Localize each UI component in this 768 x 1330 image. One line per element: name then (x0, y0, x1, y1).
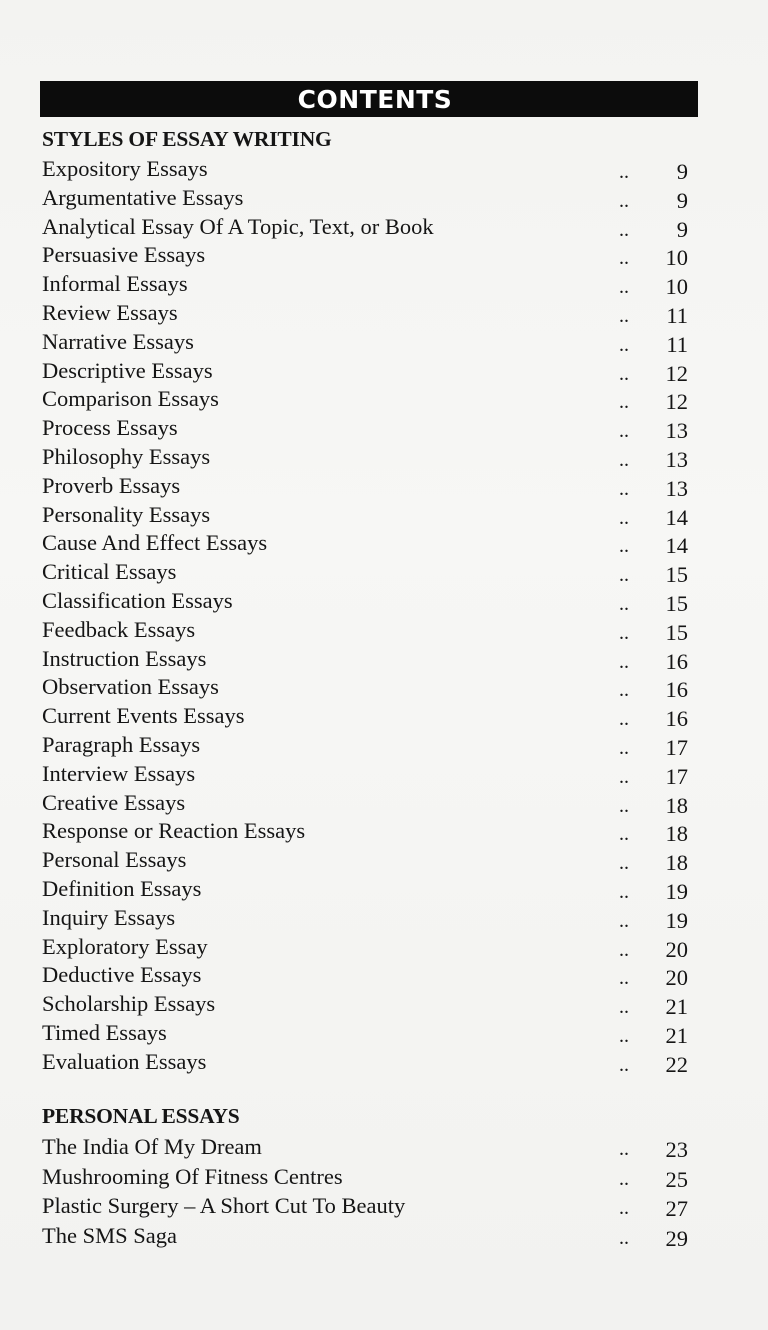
toc-entry[interactable] (42, 241, 692, 270)
toc-entry[interactable] (42, 357, 692, 386)
entry-title: Scholarship Essays (42, 991, 216, 1017)
entry-page-number: 15 (665, 619, 688, 645)
entry-title: Process Essays (42, 415, 178, 441)
entry-leader-dots: .. (619, 362, 629, 385)
entry-page-number: 10 (665, 274, 688, 300)
toc-entry[interactable] (42, 760, 692, 789)
toc-entry[interactable] (42, 443, 692, 472)
entry-title: Expository Essays (42, 156, 208, 181)
entry-leader-dots: .. (619, 391, 629, 414)
entry-leader-dots: .. (619, 708, 629, 731)
entry-leader-dots: .. (619, 1053, 629, 1076)
toc-entry[interactable] (42, 817, 692, 846)
toc-entry[interactable] (42, 184, 692, 213)
toc-entry[interactable] (42, 213, 692, 242)
entry-leader-dots: .. (619, 650, 629, 673)
entry-page-number: 9 (676, 216, 688, 242)
entry-leader-dots: .. (619, 247, 629, 270)
entry-leader-dots: .. (619, 852, 629, 875)
entry-page-number: 9 (676, 159, 688, 184)
entry-leader-dots: .. (619, 823, 629, 846)
entry-title: Philosophy Essays (42, 443, 211, 469)
entry-leader-dots: .. (619, 679, 629, 702)
entry-leader-dots: .. (619, 535, 629, 558)
entry-page-number: 22 (665, 1051, 688, 1077)
entry-page-number: 21 (665, 994, 688, 1020)
entry-title: Analytical Essay Of A Topic, Text, or Book (42, 213, 434, 239)
entry-page-number: 13 (665, 446, 688, 472)
entry-title: Response or Reaction Essays (42, 818, 306, 844)
entry-title: Interview Essays (42, 760, 196, 786)
section-personal-essays (42, 1101, 692, 1250)
entry-title: Plastic Surgery – A Short Cut To Beauty (42, 1193, 406, 1219)
toc-entry[interactable] (42, 616, 692, 645)
entry-title: Personality Essays (42, 501, 211, 527)
toc-entry[interactable] (42, 731, 692, 760)
entry-title: Comparison Essays (42, 386, 219, 412)
entry-page-number: 15 (665, 590, 688, 616)
entry-title: Narrative Essays (42, 328, 194, 354)
contents-banner (40, 81, 698, 117)
entry-leader-dots: .. (619, 592, 629, 615)
toc-entry[interactable] (42, 558, 692, 587)
toc-entry[interactable] (42, 933, 692, 962)
contents-title: CONTENTS (297, 84, 453, 114)
entry-leader-dots: .. (619, 736, 629, 759)
entry-page-number: 14 (665, 504, 688, 530)
entry-page-number: 20 (665, 965, 688, 991)
toc-entry[interactable] (42, 1048, 692, 1077)
toc-entry[interactable] (42, 846, 692, 875)
entry-title: Argumentative Essays (42, 184, 244, 210)
entry-leader-dots: .. (619, 276, 629, 299)
entry-leader-dots: .. (619, 564, 629, 587)
entry-title: Exploratory Essay (42, 933, 208, 959)
toc-entry[interactable] (42, 904, 692, 933)
entry-leader-dots: .. (619, 189, 629, 212)
entry-page-number: 18 (665, 821, 688, 847)
entry-title: Review Essays (42, 299, 178, 325)
entry-page-number: 18 (665, 792, 688, 818)
toc-entry[interactable] (42, 673, 692, 702)
entry-page-number: 19 (665, 907, 688, 933)
entry-title: Timed Essays (42, 1019, 167, 1045)
entry-list (42, 1132, 692, 1250)
entry-leader-dots: .. (619, 1138, 629, 1160)
toc-entry[interactable] (42, 789, 692, 818)
entry-page-number: 19 (665, 878, 688, 904)
entry-leader-dots: .. (619, 477, 629, 500)
entry-page-number: 13 (665, 418, 688, 444)
toc-entry[interactable] (42, 1132, 692, 1162)
entry-leader-dots: .. (619, 420, 629, 443)
toc-entry[interactable] (42, 155, 692, 184)
entry-leader-dots: .. (619, 880, 629, 903)
toc-entry[interactable] (42, 587, 692, 616)
toc-entry[interactable] (42, 990, 692, 1019)
entry-page-number: 17 (665, 734, 688, 760)
entry-leader-dots: .. (619, 1024, 629, 1047)
entry-page-number: 14 (665, 533, 688, 559)
entry-leader-dots: .. (619, 621, 629, 644)
entry-page-number: 23 (665, 1137, 688, 1162)
toc-entry[interactable] (42, 1019, 692, 1048)
entry-title: Deductive Essays (42, 962, 202, 988)
entry-leader-dots: .. (619, 161, 629, 183)
entry-page-number: 25 (665, 1166, 688, 1192)
entry-title: Instruction Essays (42, 645, 207, 671)
entry-page-number: 9 (676, 187, 688, 213)
entry-leader-dots: .. (619, 794, 629, 817)
entry-title: Current Events Essays (42, 703, 245, 729)
entry-title: Classification Essays (42, 587, 233, 613)
toc-entry[interactable] (42, 645, 692, 674)
entry-leader-dots: .. (619, 1226, 629, 1249)
entry-leader-dots: .. (619, 304, 629, 327)
entry-leader-dots: .. (619, 996, 629, 1019)
entry-page-number: 29 (665, 1225, 688, 1251)
entry-title: Persuasive Essays (42, 242, 206, 268)
entry-title: Definition Essays (42, 875, 202, 901)
entry-page-number: 18 (665, 850, 688, 876)
entry-leader-dots: .. (619, 448, 629, 471)
entry-page-number: 11 (666, 331, 688, 357)
section-styles-of-essay-writing (42, 124, 692, 1077)
toc-entry[interactable] (42, 961, 692, 990)
toc-entry[interactable] (42, 501, 692, 530)
entry-leader-dots: .. (619, 1197, 629, 1220)
toc-entry[interactable] (42, 270, 692, 299)
section-heading: PERSONAL ESSAYS (42, 1104, 240, 1128)
entry-title: Feedback Essays (42, 616, 196, 642)
entry-title: The India Of My Dream (42, 1134, 262, 1159)
entry-leader-dots: .. (619, 333, 629, 356)
entry-title: Inquiry Essays (42, 904, 176, 930)
toc-entry[interactable] (42, 414, 692, 443)
entry-leader-dots: .. (619, 1167, 629, 1190)
toc-entry[interactable] (42, 299, 692, 328)
entry-title: Critical Essays (42, 559, 177, 585)
entry-page-number: 16 (665, 677, 688, 703)
entry-title: Observation Essays (42, 674, 219, 700)
entry-page-number: 10 (665, 245, 688, 271)
entry-page-number: 15 (665, 562, 688, 588)
toc-entry[interactable] (42, 385, 692, 414)
entry-title: Mushrooming Of Fitness Centres (42, 1163, 343, 1189)
entry-page-number: 11 (666, 302, 688, 328)
entry-page-number: 21 (665, 1022, 688, 1048)
entry-leader-dots: .. (619, 218, 629, 241)
section-heading: STYLES OF ESSAY WRITING (42, 127, 332, 151)
entry-leader-dots: .. (619, 938, 629, 961)
entry-leader-dots: .. (619, 967, 629, 990)
entry-title: Personal Essays (42, 847, 187, 873)
entry-title: Informal Essays (42, 271, 188, 297)
entry-title: Descriptive Essays (42, 357, 213, 383)
entry-title: Creative Essays (42, 789, 186, 815)
entry-page-number: 13 (665, 475, 688, 501)
toc-entry[interactable] (42, 328, 692, 357)
toc-entry[interactable] (42, 875, 692, 904)
toc-entry[interactable] (42, 529, 692, 558)
entry-leader-dots: .. (619, 765, 629, 788)
toc-entry[interactable] (42, 702, 692, 731)
toc-entry[interactable] (42, 1221, 692, 1251)
entry-page-number: 12 (665, 360, 688, 386)
entry-title: The SMS Saga (42, 1222, 177, 1248)
entry-page-number: 27 (665, 1196, 688, 1222)
entry-page-number: 16 (665, 706, 688, 732)
toc-entry[interactable] (42, 1162, 692, 1192)
entry-page-number: 12 (665, 389, 688, 415)
entry-page-number: 20 (665, 936, 688, 962)
entry-page-number: 17 (665, 763, 688, 789)
entry-list (42, 155, 692, 1077)
entry-title: Evaluation Essays (42, 1048, 207, 1074)
contents-page (40, 0, 700, 1330)
entry-leader-dots: .. (619, 909, 629, 932)
toc-entry[interactable] (42, 1191, 692, 1221)
entry-title: Cause And Effect Essays (42, 530, 268, 556)
entry-title: Paragraph Essays (42, 731, 201, 757)
entry-page-number: 16 (665, 648, 688, 674)
entry-leader-dots: .. (619, 506, 629, 529)
entry-title: Proverb Essays (42, 472, 181, 498)
toc-entry[interactable] (42, 472, 692, 501)
